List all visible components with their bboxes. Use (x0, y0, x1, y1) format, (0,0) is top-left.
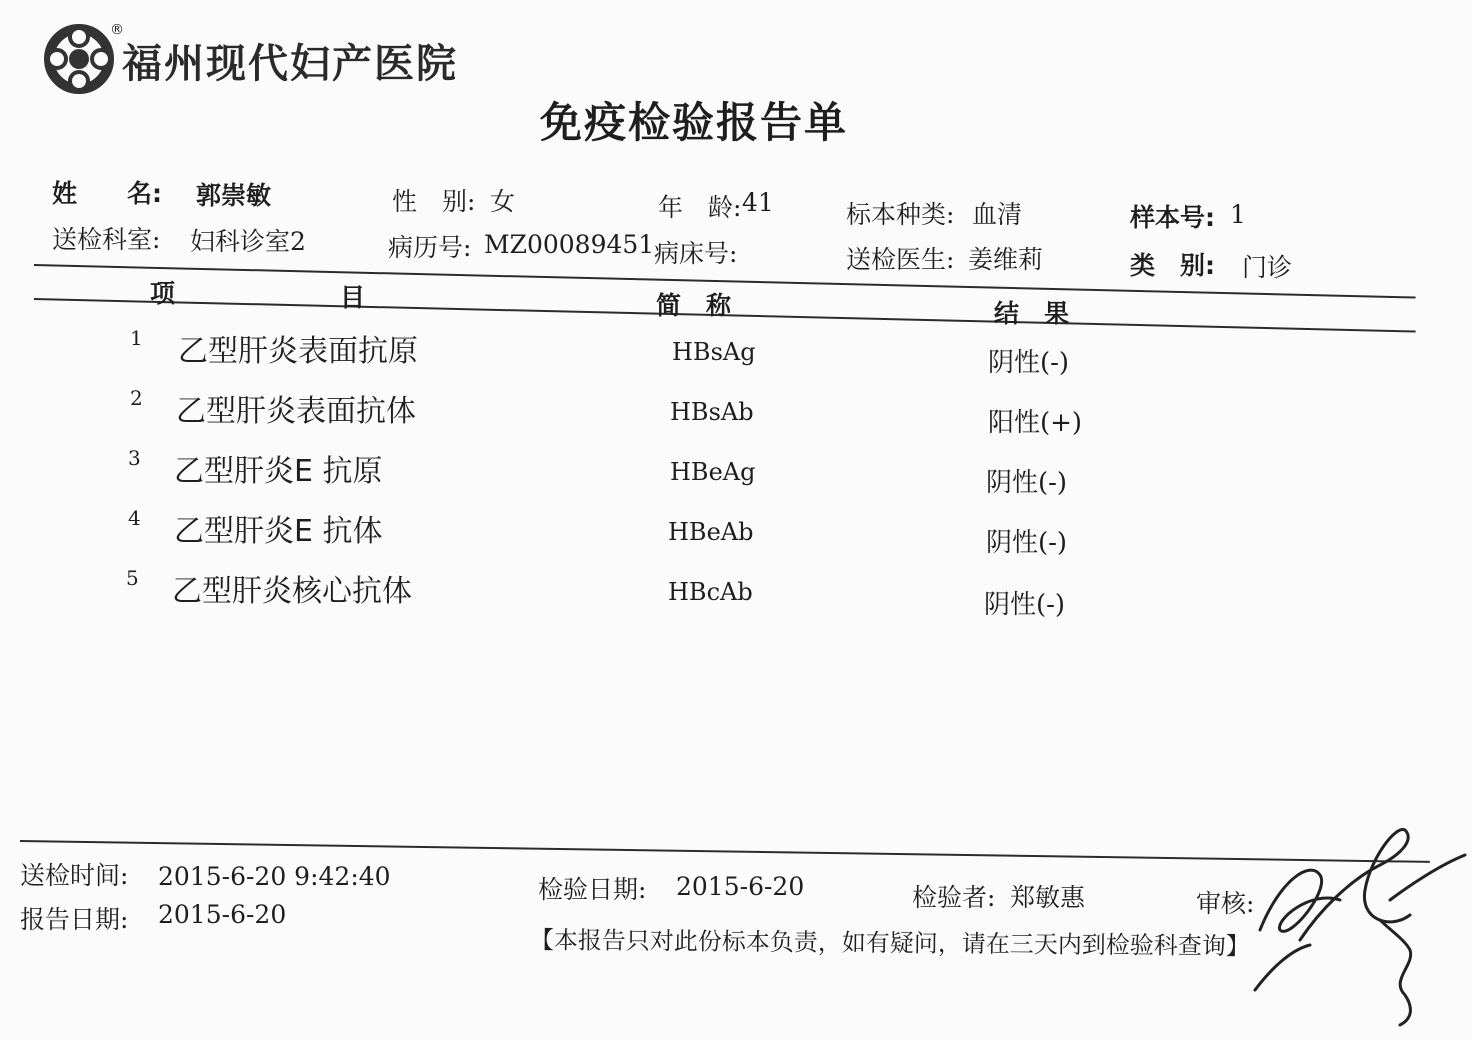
specimen-type-value: 血清 (972, 200, 1023, 229)
submit-time-label: 送检时间: (20, 861, 129, 890)
record-no-value: MZ00089451 (484, 230, 655, 259)
category-label: 类 别: (1130, 251, 1215, 280)
doctor-label: 送检医生: (846, 245, 955, 274)
test-result: 阳性(+) (988, 408, 1083, 438)
category-value: 门诊 (1242, 253, 1293, 282)
test-date-value: 2015-6-20 (676, 872, 805, 901)
row-number: 3 (128, 446, 141, 470)
column-header-item-right: 目 (340, 283, 366, 312)
test-abbr: HBeAg (670, 458, 756, 486)
test-abbr: HBsAb (670, 398, 754, 426)
record-no-label: 病历号: (388, 233, 472, 262)
column-header-item-left: 项 (150, 279, 176, 308)
test-item-name: 乙型肝炎E 抗原 (174, 454, 383, 489)
test-result: 阴性(-) (988, 348, 1070, 378)
tester-label: 检验者: (912, 883, 996, 912)
report-date-value: 2015-6-20 (158, 900, 287, 929)
row-number: 2 (130, 386, 143, 410)
name-value: 郭崇敏 (196, 181, 272, 210)
test-item-name: 乙型肝炎表面抗原 (178, 334, 418, 369)
signature-icon (1240, 820, 1470, 1030)
hospital-name: 福州现代妇产医院 (122, 41, 458, 87)
test-abbr: HBeAb (668, 518, 754, 546)
dept-label: 送检科室: (52, 225, 161, 254)
submit-time-value: 2015-6-20 9:42:40 (158, 862, 391, 891)
row-number: 4 (128, 506, 141, 530)
column-header-result: 结 果 (994, 299, 1070, 328)
specimen-type-label: 标本种类: (846, 200, 955, 229)
test-abbr: HBcAb (668, 578, 753, 606)
reviewer-label: 审核: (1196, 889, 1255, 918)
dept-value: 妇科诊室2 (190, 227, 306, 256)
test-item-name: 乙型肝炎表面抗体 (176, 394, 416, 429)
report-date-label: 报告日期: (20, 905, 129, 934)
doctor-value: 姜维莉 (968, 245, 1044, 274)
test-date-label: 检验日期: (538, 875, 647, 904)
test-abbr: HBsAg (672, 338, 756, 366)
sample-no-label: 样本号: (1130, 203, 1215, 232)
gender-label: 性 别: (392, 187, 476, 216)
registered-mark: ® (110, 22, 124, 38)
tester-value: 郑敏惠 (1010, 883, 1086, 912)
test-result: 阴性(-) (986, 468, 1068, 498)
column-header-abbr: 简 称 (656, 291, 732, 320)
age-value: 41 (742, 188, 774, 217)
report-title: 免疫检验报告单 (540, 98, 849, 147)
hospital-logo-icon (44, 24, 114, 94)
bed-no-label: 病床号: (654, 239, 738, 268)
gender-value: 女 (490, 187, 516, 216)
test-item-name: 乙型肝炎E 抗体 (174, 514, 383, 549)
disclaimer-notice: 【本报告只对此份标本负责，如有疑问，请在三天内到检验科查询】 (529, 925, 1250, 961)
footer-rule (20, 840, 1430, 863)
name-label: 姓 名: (52, 179, 162, 208)
test-result: 阴性(-) (984, 590, 1066, 620)
row-number: 5 (126, 566, 139, 590)
age-label: 年 龄: (658, 193, 742, 222)
test-item-name: 乙型肝炎核心抗体 (172, 574, 412, 609)
sample-no-value: 1 (1230, 200, 1246, 229)
row-number: 1 (130, 326, 143, 350)
test-result: 阴性(-) (986, 528, 1068, 558)
